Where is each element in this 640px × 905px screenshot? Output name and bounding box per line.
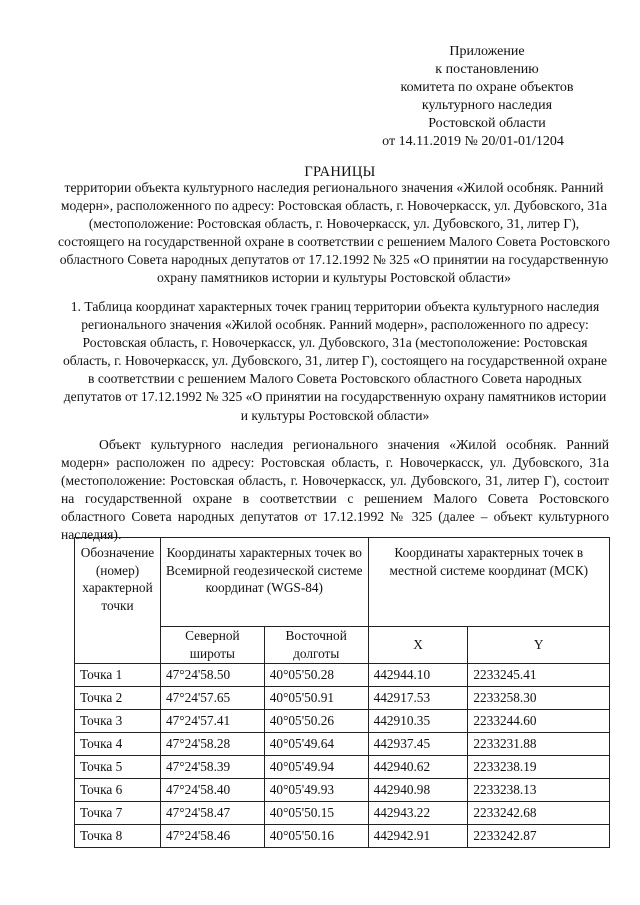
latitude-cell: 47°24'58.39 [160,756,264,779]
table-header-row [75,538,610,627]
x-cell: 442944.10 [368,664,468,687]
point-cell: Точка 1 [75,664,161,687]
longitude-cell: 40°05'50.91 [264,687,368,710]
appendix-line: Ростовской области [428,116,546,131]
longitude-cell: 40°05'49.64 [264,733,368,756]
latitude-cell: 47°24'58.40 [160,779,264,802]
latitude-header: Северной широты [160,627,264,664]
table-row [75,687,610,710]
document-subtitle: территории объекта культурного наследия регионального значения «Жилой особняк. Ранний модерн», расположенного по адресу: Ростовская область, г. Новочеркасск, ул. Дубовского, 31а (местоположение: Ростовская область, г. Новочеркасск, ул. Дубовского, 31, литер Г), состоящего на государственной охране в соответствии с решением Малого Совета Ростовского областного Совета народных депутатов от 17.12.1992 № 325 «О принятии на государственную охрану памятников истории и культуры Ростовской области» [58,180,610,286]
longitude-cell: 40°05'50.16 [264,825,368,848]
x-cell: 442940.62 [368,756,468,779]
table-row [75,825,610,848]
latitude-cell: 47°24'58.50 [160,664,264,687]
point-designation-header: Обозначение (номер) характерной точки [75,538,161,664]
latitude-cell: 47°24'57.65 [160,687,264,710]
x-cell: 442917.53 [368,687,468,710]
point-cell: Точка 7 [75,802,161,825]
table-row [75,710,610,733]
appendix-line: к постановлению [435,62,539,77]
body-paragraph: Объект культурного наследия регионального значения «Жилой особняк. Ранний модерн» расположен по адресу: Ростовская область, г. Новочеркасск, ул. Дубовского, 31а (местоположение: Ростовская область, г. Новочеркасск, ул. Дубовского, 31, литер Г), состоит на государственной охране в соответствии с решением Малого Совета Ростовского областного Совета народных депутатов от 17.12.1992 № 325 (далее – объект культурного наследия). [61,437,609,543]
point-cell: Точка 4 [75,733,161,756]
y-cell: 2233242.87 [468,825,610,848]
section-heading: 1. Таблица координат характерных точек границ территории объекта культурного наследия регионального значения «Жилой особняк. Ранний модерн», расположенного по адресу: Ростовская область, г. Новочеркасск, ул. Дубовского, 31а (местоположение: Ростовская область, г. Новочеркасск, ул. Дубовского, 31, литер Г), состоящего на государственной охране в соответствии с решением Малого Совета Ростовского областного Совета народных депутатов от 17.12.1992 № 325 «О принятии на государственную охрану памятников истории и культуры Ростовской области» [62,299,608,423]
x-cell: 442942.91 [368,825,468,848]
table-row [75,733,610,756]
appendix-date: от 14.11.2019 № 20/01-01/1204 [382,134,564,149]
latitude-cell: 47°24'58.46 [160,825,264,848]
longitude-cell: 40°05'50.15 [264,802,368,825]
longitude-header: Восточной долготы [264,627,368,664]
appendix-line: комитета по охране объектов [400,80,574,95]
table-row [75,664,610,687]
point-cell: Точка 6 [75,779,161,802]
y-cell: 2233238.13 [468,779,610,802]
coordinates-table [74,537,610,848]
longitude-cell: 40°05'49.93 [264,779,368,802]
y-cell: 2233242.68 [468,802,610,825]
latitude-cell: 47°24'57.41 [160,710,264,733]
point-cell: Точка 3 [75,710,161,733]
appendix-block [382,43,582,151]
x-cell: 442910.35 [368,710,468,733]
latitude-cell: 47°24'58.47 [160,802,264,825]
longitude-cell: 40°05'50.26 [264,710,368,733]
longitude-cell: 40°05'49.94 [264,756,368,779]
msk-header: Координаты характерных точек в местной системе координат (МСК) [368,538,609,627]
table-row [75,779,610,802]
wgs84-header: Координаты характерных точек во Всемирной геодезической системе координат (WGS-84) [160,538,368,627]
point-cell: Точка 5 [75,756,161,779]
y-cell: 2233245.41 [468,664,610,687]
appendix-line: культурного наследия [421,98,553,113]
y-cell: 2233231.88 [468,733,610,756]
longitude-cell: 40°05'50.28 [264,664,368,687]
latitude-cell: 47°24'58.28 [160,733,264,756]
point-cell: Точка 8 [75,825,161,848]
x-cell: 442937.45 [368,733,468,756]
document-title: ГРАНИЦЫ [304,164,376,180]
y-cell: 2233244.60 [468,710,610,733]
point-cell: Точка 2 [75,687,161,710]
table-row [75,756,610,779]
table-row [75,802,610,825]
y-header: Y [468,627,610,664]
y-cell: 2233258.30 [468,687,610,710]
x-header: X [368,627,468,664]
y-cell: 2233238.19 [468,756,610,779]
x-cell: 442940.98 [368,779,468,802]
appendix-line: Приложение [449,44,525,59]
x-cell: 442943.22 [368,802,468,825]
